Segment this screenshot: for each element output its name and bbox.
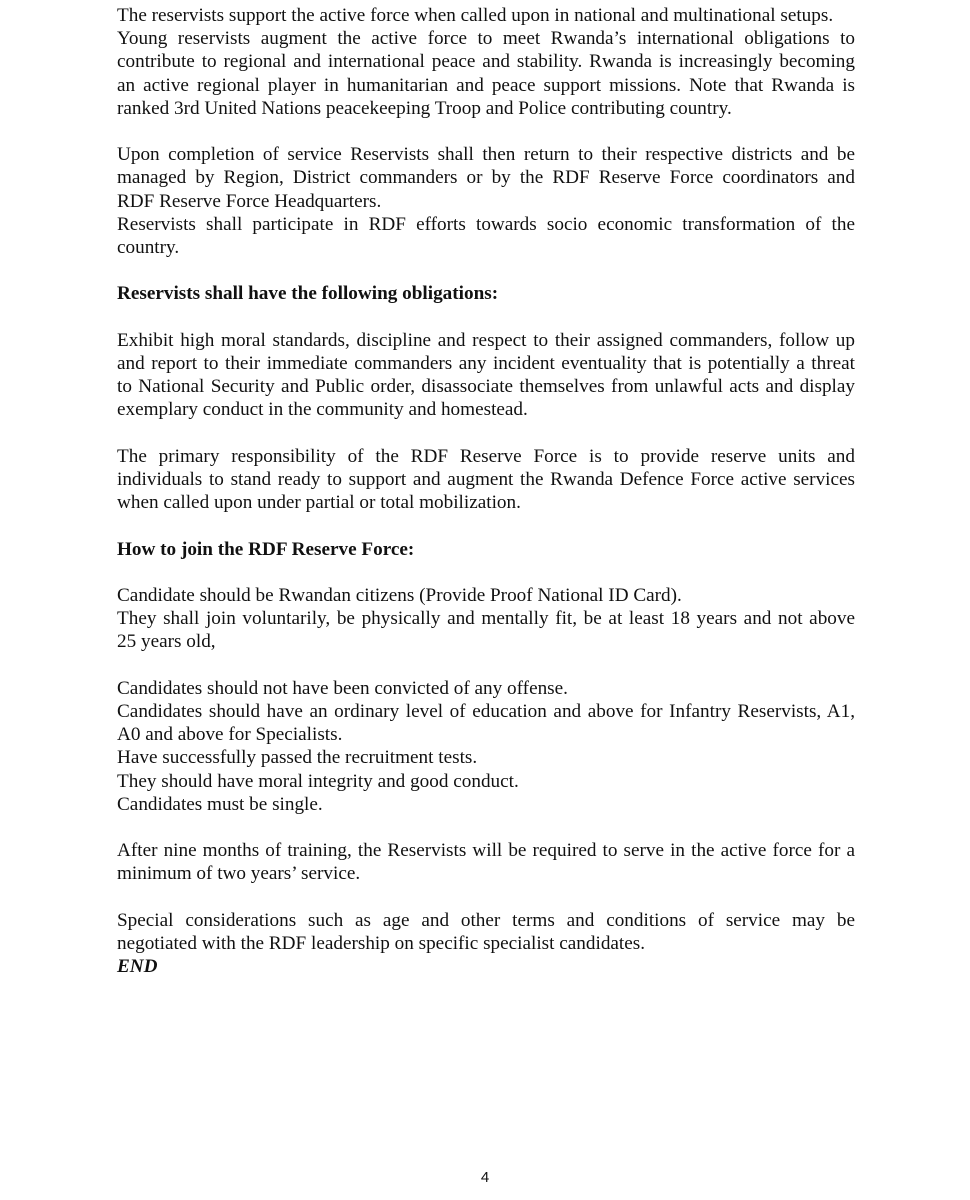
text-line: managed by Region, District commanders or by the RDF Reserve Force coordinators and — [117, 167, 855, 189]
paragraph-training-service — [117, 839, 855, 885]
paragraph-gap — [117, 816, 855, 839]
paragraph-candidate-requirements — [117, 677, 855, 816]
paragraph-gap — [117, 654, 855, 677]
text-line: individuals to stand ready to support and augment the Rwanda Defence Force active services — [117, 469, 855, 490]
paragraph-citizenship — [117, 584, 855, 654]
text-line: They should have moral integrity and good conduct. — [117, 770, 519, 792]
text-line: 25 years old, — [117, 631, 216, 653]
paragraph-gap — [117, 561, 855, 584]
text-line: country. — [117, 237, 180, 259]
paragraph-upon-completion — [117, 143, 855, 213]
heading-obligations: Reservists shall have the following obligations: — [117, 283, 499, 305]
text-line: The primary responsibility of the RDF Reserve Force is to provide reserve units and — [117, 445, 855, 467]
text-line: RDF Reserve Force Headquarters. — [117, 190, 382, 212]
text-line: The reservists support the active force when called upon in national and multinational setups. — [117, 5, 834, 26]
text-line: Candidates should not have been convicted of any offense. — [117, 677, 568, 699]
paragraph-gap — [117, 422, 855, 445]
text-line: contribute to regional and international peace and stability. Rwanda is increasingly becoming — [117, 51, 855, 73]
paragraph-gap — [117, 514, 855, 537]
paragraph-primary-responsibility — [117, 445, 855, 515]
paragraph-gap — [117, 120, 855, 143]
end-marker: END — [117, 956, 158, 978]
text-line: Candidate should be Rwandan citizens (Provide Proof National ID Card). — [117, 584, 682, 606]
text-line: Upon completion of service Reservists shall then return to their respective districts and be — [117, 144, 855, 166]
text-line: exemplary conduct in the community and homestead. — [117, 399, 528, 421]
text-line: Reservists shall participate in RDF efforts towards socio economic transformation of the — [117, 213, 855, 235]
text-line: negotiated with the RDF leadership on specific specialist candidates. — [117, 932, 646, 954]
paragraph-gap — [117, 306, 855, 329]
text-line: Have successfully passed the recruitment tests. — [117, 747, 478, 769]
text-line: Special considerations such as age and other terms and conditions of service may be — [117, 909, 855, 931]
text-line: After nine months of training, the Reservists will be required to serve in the active force for a — [117, 840, 855, 862]
page-number: 4 — [480, 1169, 490, 1186]
paragraph-gap — [117, 886, 855, 909]
paragraph-socio-economic — [117, 213, 855, 259]
text-line: ranked 3rd United Nations peacekeeping Troop and Police contributing country. — [117, 97, 732, 119]
document-page — [117, 4, 855, 978]
text-line: to National Security and Public order, disassociate themselves from unlawful acts and display — [117, 376, 855, 398]
paragraph-gap — [117, 259, 855, 282]
text-line: Candidates must be single. — [117, 793, 323, 815]
text-line: Exhibit high moral standards, discipline and respect to their assigned commanders, follow up — [117, 329, 855, 351]
heading-how-to-join: How to join the RDF Reserve Force: — [117, 538, 415, 560]
text-line: when called upon under partial or total mobilization. — [117, 492, 521, 514]
paragraph-reservists-support — [117, 4, 855, 120]
paragraph-special-considerations — [117, 909, 855, 955]
text-line: an active regional player in humanitarian and peace support missions. Note that Rwanda is — [117, 74, 855, 96]
text-line: Young reservists augment the active force to meet Rwanda’s international obligations to — [117, 28, 855, 50]
text-line: A0 and above for Specialists. — [117, 724, 343, 746]
text-line: minimum of two years’ service. — [117, 863, 361, 885]
paragraph-moral-standards — [117, 329, 855, 422]
text-line: They shall join voluntarily, be physically and mentally fit, be at least 18 years and not above — [117, 608, 855, 630]
text-line: and report to their immediate commanders any incident eventuality that is potentially a threat — [117, 353, 855, 374]
text-line: Candidates should have an ordinary level of education and above for Infantry Reservists, A1, — [117, 700, 855, 722]
